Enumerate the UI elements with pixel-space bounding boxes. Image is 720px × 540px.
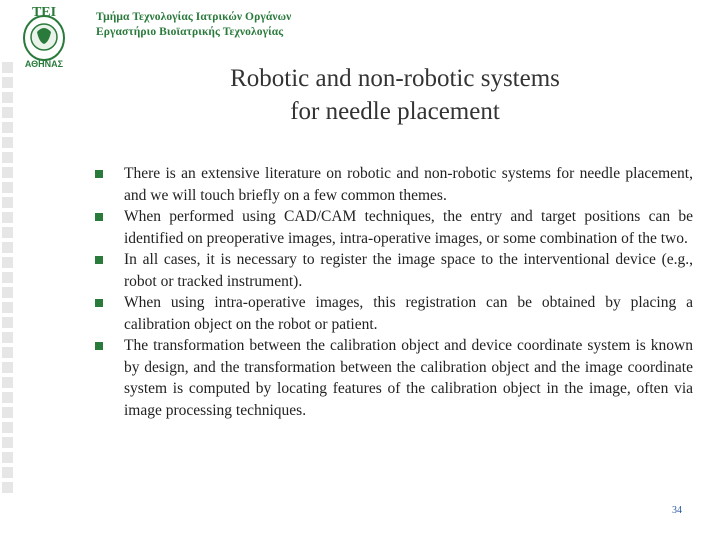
bullet-text: In all cases, it is necessary to register the image space to the interventional device (e.g., robot or tracked instrument). [124,251,693,290]
square-bullet-icon [95,342,103,350]
bullet-text: When performed using CAD/CAM techniques, the entry and target positions can be identified on preoperative images, intra-operative images, or some combination of the two. [124,208,693,247]
bullet-item [95,335,693,421]
slide-title [100,62,690,128]
bullet-list [95,163,693,421]
square-bullet-icon [95,256,103,264]
bullet-item [95,163,693,206]
bullet-text: When using intra-operative images, this registration can be obtained by placing a calibration object on the robot or patient. [124,294,693,333]
page-number: 34 [672,505,682,516]
bullet-text: The transformation between the calibration object and device coordinate system is known by design, and the transformation between the calibration object and the image coordinate system is computed by locating features of the calibration object in the image, often via image processing techniques. [124,337,693,419]
square-bullet-icon [95,170,103,178]
bullet-item [95,292,693,335]
square-bullet-icon [95,299,103,307]
header-lab: Εργαστήριο Βιοϊατρικής Τεχνολογίας [96,26,284,38]
decorative-squares-column [2,62,16,497]
square-bullet-icon [95,213,103,221]
logo-text-top: ΤΕΙ [31,5,57,20]
title-line-2: for needle placement [290,98,500,125]
header-department: Τμήμα Τεχνολογίας Ιατρικών Οργάνων [96,11,292,23]
logo-text-bottom: ΑΘΗΝΑΣ [24,59,64,69]
title-line-1: Robotic and non-robotic systems [230,65,560,92]
bullet-text: There is an extensive literature on robotic and non-robotic systems for needle placement, and we will touch briefly on a few common themes. [124,165,693,204]
bullet-item [95,249,693,292]
institution-logo [8,4,80,70]
bullet-item [95,206,693,249]
